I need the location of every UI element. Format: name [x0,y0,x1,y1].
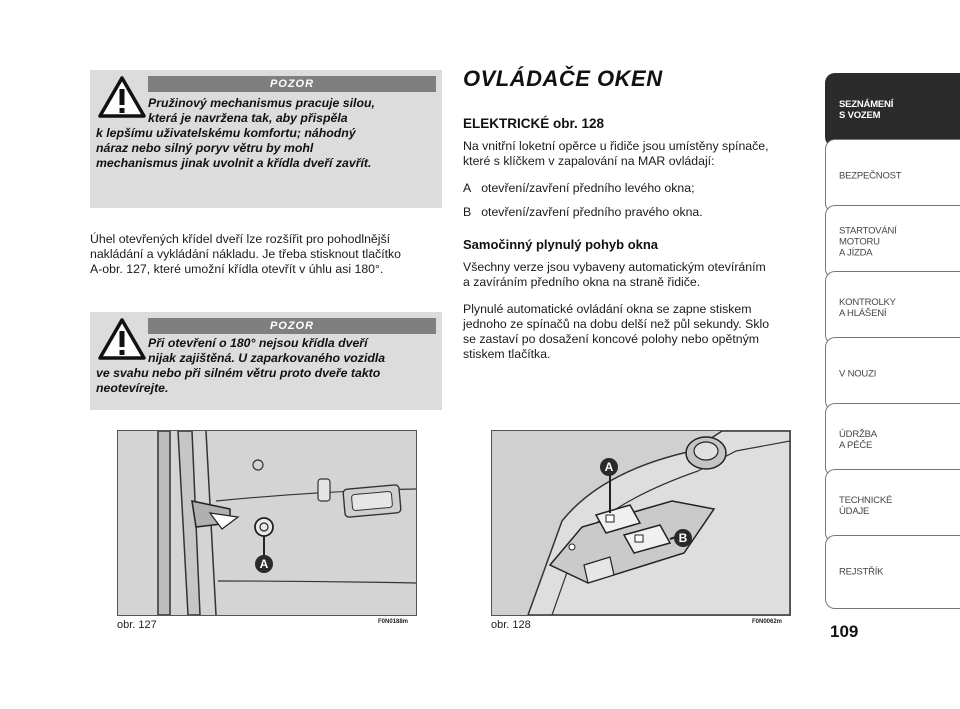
paragraph-line: Všechny verze jsou vybaveny automatickým otevíráním [463,260,766,274]
list-text: otevření/zavření předního levého okna; [481,181,695,195]
tab-label [839,429,877,451]
warning-text [96,96,436,171]
door-angle-paragraph [90,232,401,277]
figure-127-caption: obr. 127 [117,619,157,631]
warning-text [96,336,436,396]
tab-v-nouzi[interactable] [825,337,960,411]
section-title: OVLÁDAČE OKEN [463,66,663,91]
paragraph-line: stiskem tlačítka. [463,347,551,361]
tab-label [839,171,901,182]
tab-label-line: A PÉČE [839,440,873,451]
section-subtitle: ELEKTRICKÉ obr. 128 [463,116,605,131]
figure-128 [491,430,791,616]
tab-kontrolky[interactable] [825,271,960,345]
warning-label: POZOR [148,318,436,334]
warning-box-spring [90,70,442,208]
continuous-paragraph [463,302,769,362]
warning-line: mechanismus jinak uvolnit a křídla dveří zavřít. [96,156,372,170]
marker-label: A [604,460,614,474]
tab-label-line: A HLÁŠENÍ [839,308,887,319]
tab-label-line: BEZPEČNOST [839,170,902,182]
paragraph-line: nakládání a vykládání nákladu. Je třeba stisknout tlačítko [90,247,402,261]
tab-label-line: ÚDAJE [839,506,870,517]
figure-127-code: F0N0188m [378,619,409,625]
paragraph-line: A-obr. 127, které umožní křídla otevřít v úhlu asi 180°. [90,262,384,276]
tab-bezpecnost[interactable] [825,139,960,213]
tab-label-line: ÚDRŽBA [839,429,877,440]
warning-line: Pružinový mechanismus pracuje silou, [148,96,375,110]
warning-line: nijak zajištěná. U zaparkovaného vozidla [148,351,386,365]
paragraph-line: a zavíráním předního okna na straně řidiče. [463,275,701,289]
paragraph-line: Úhel otevřených křídel dveří lze rozšířit pro pohodlnější [90,232,391,246]
tab-label [839,369,876,380]
warning-label: POZOR [148,76,436,92]
paragraph-line: které s klíčkem v zapalování na MAR ovládají: [463,154,715,168]
warning-line: která je navržena tak, aby přispěla [148,111,348,125]
tab-label-line: A JÍZDA [839,247,873,259]
auto-paragraph [463,260,766,290]
tab-label [839,297,896,319]
figure-128-code: F0N0062m [752,619,783,625]
list-item [463,181,695,196]
tab-startovani[interactable] [825,205,960,279]
paragraph-line: jednoho ze spínačů na dobu delší než půl sekundy. Sklo [463,317,770,331]
tab-label-line: REJSTŘÍK [839,566,884,578]
warning-box-180 [90,312,442,410]
tab-label-line: S VOZEM [839,110,881,121]
paragraph-line: Plynulé automatické ovládání okna se zapne stiskem [463,302,752,316]
tab-udrzba[interactable] [825,403,960,477]
tab-label-line: MOTORU [839,236,880,248]
warning-line: ve svahu nebo při silném větru proto dveře takto [96,366,381,380]
tab-label-line: TECHNICKÉ [839,495,893,506]
figure-127 [117,430,417,616]
marker-label: B [678,531,688,545]
tab-label-line: SEZNÁMENÍ [839,99,894,110]
list-key: B [463,205,472,219]
tab-label-line: STARTOVÁNÍ [839,225,897,237]
marker-label: A [259,557,269,571]
marker-a [255,555,273,573]
marker-a [600,458,618,476]
list-text: otevření/zavření předního pravého okna. [481,205,703,219]
tab-technicke-udaje[interactable] [825,469,960,543]
page-number: 109 [830,622,859,641]
tab-label-line: KONTROLKY [839,297,896,308]
tab-seznameni-s-vozem[interactable] [825,73,960,147]
warning-line: náraz nebo silný poryv větru by mohl [96,141,314,155]
list-key: A [463,181,472,195]
window-switch-illustration [492,431,790,615]
figure-128-caption: obr. 128 [491,619,531,631]
tab-rejstrik[interactable] [825,535,960,609]
sub-heading: Samočinný plynulý pohyb okna [463,237,659,252]
tab-label [839,495,892,517]
list-item [463,205,703,220]
warning-line: k lepšímu uživatelskému komfortu; náhodný [96,126,356,140]
tab-label [839,99,893,121]
tab-label-line: V NOUZI [839,368,877,380]
tab-label [839,567,883,578]
paragraph-line: se zastaví po dosažení koncové polohy nebo opětným [463,332,760,346]
marker-b [674,529,692,547]
warning-line: Při otevření o 180° nejsou křídla dveří [148,336,368,350]
warning-line: neotevírejte. [96,381,169,395]
intro-paragraph [463,139,769,169]
paragraph-line: Na vnitřní loketní opěrce u řidiče jsou umístěny spínače, [463,139,769,153]
door-illustration [118,431,416,615]
tab-label [839,226,897,259]
